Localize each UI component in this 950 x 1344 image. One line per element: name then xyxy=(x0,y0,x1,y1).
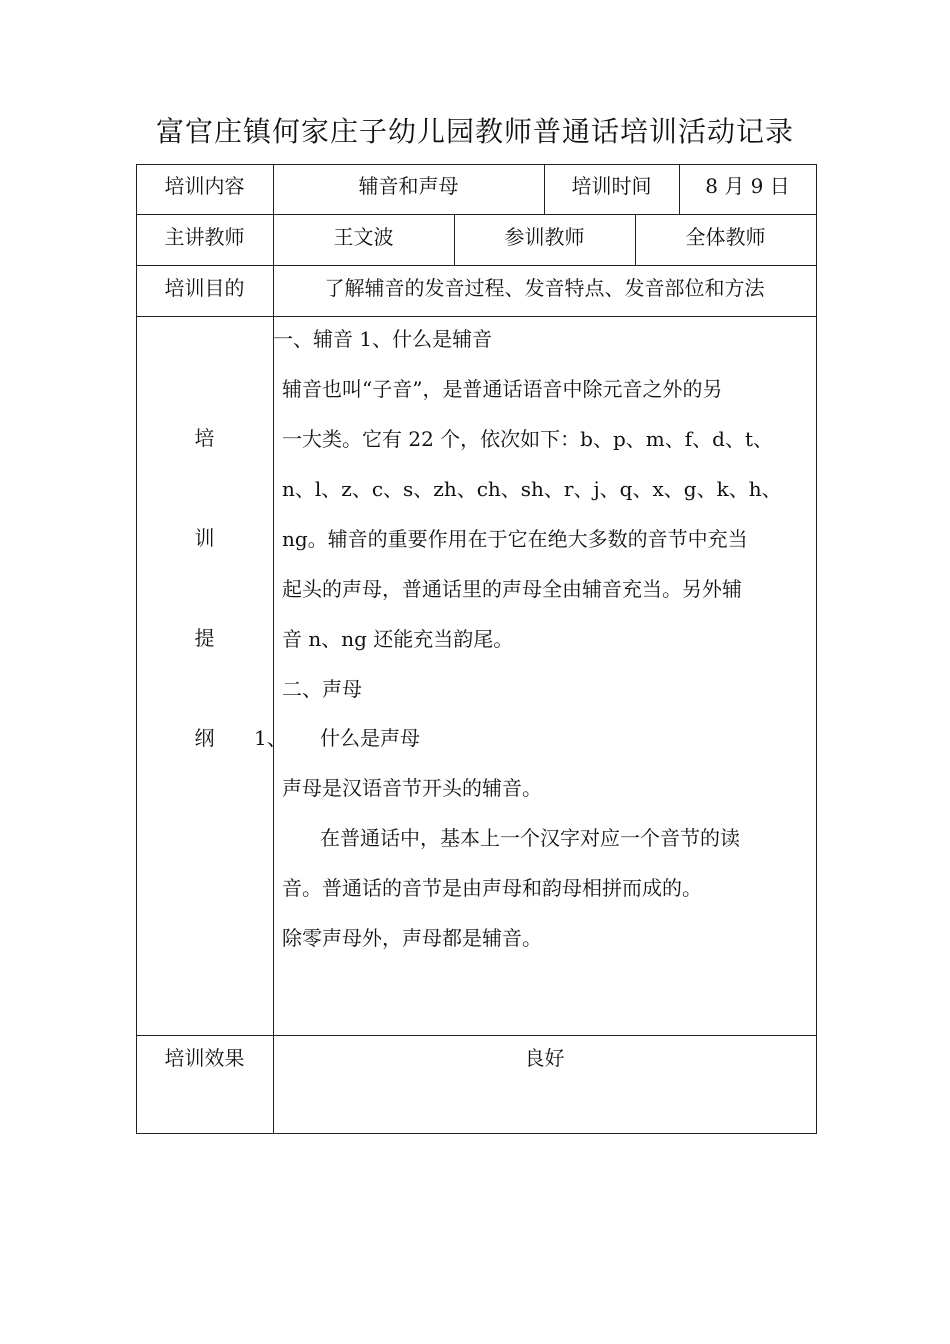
table-border-right xyxy=(816,164,817,1134)
outline-line: 声母是汉语音节开头的辅音。 xyxy=(282,776,542,800)
training-time-value: 8 月 9 日 xyxy=(705,174,790,198)
table-border-bottom xyxy=(136,1133,817,1134)
training-time-label: 培训时间 xyxy=(571,174,652,198)
participants-value: 全体教师 xyxy=(685,225,766,249)
training-record-table xyxy=(136,164,817,1134)
outline-stray-number: 1、 xyxy=(254,726,287,750)
outline-label-char: 提 xyxy=(194,626,215,650)
outline-line: 二、声母 xyxy=(282,677,362,701)
outline-line: ng。辅音的重要作用在于它在绝大多数的音节中充当 xyxy=(282,527,748,551)
row-divider xyxy=(136,214,817,215)
row-divider xyxy=(136,265,817,266)
lecturer-label: 主讲教师 xyxy=(164,225,245,249)
outline-line: 在普通话中，基本上一个汉字对应一个音节的读 xyxy=(320,826,740,850)
outline-line: 辅音也叫“子音”，是普通话语音中除元音之外的另 xyxy=(282,377,723,401)
training-content-label: 培训内容 xyxy=(164,174,245,198)
outline-label-char: 纲 xyxy=(194,726,215,750)
purpose-value: 了解辅音的发音过程、发音特点、发音部位和方法 xyxy=(324,276,765,300)
outline-line: n、l、z、c、s、zh、ch、sh、r、j、q、x、g、k、h、 xyxy=(282,477,782,501)
outline-line: 什么是声母 xyxy=(320,726,420,750)
outline-line: 起头的声母，普通话里的声母全由辅音充当。另外辅 xyxy=(282,577,742,601)
outline-line: 一大类。它有 22 个，依次如下：b、p、m、f、d、t、 xyxy=(282,427,773,451)
row-divider xyxy=(136,316,817,317)
training-content-value: 辅音和声母 xyxy=(358,174,459,198)
outline-line: 音 n、ng 还能充当韵尾。 xyxy=(282,627,514,651)
effect-value: 良好 xyxy=(524,1046,565,1070)
outline-line: 除零声母外，声母都是辅音。 xyxy=(282,926,542,950)
outline-label-char: 训 xyxy=(194,526,215,550)
purpose-label: 培训目的 xyxy=(164,276,245,300)
outline-label-char: 培 xyxy=(194,426,215,450)
outline-line: 音。普通话的音节是由声母和韵母相拼而成的。 xyxy=(282,876,702,900)
participants-label: 参训教师 xyxy=(504,225,585,249)
lecturer-value: 王文波 xyxy=(333,225,394,249)
label-column-divider xyxy=(273,164,274,1134)
table-border-top xyxy=(136,164,817,165)
document-title: 富官庄镇何家庄子幼儿园教师普通话培训活动记录 xyxy=(155,115,794,148)
outline-line: 一、辅音 1、什么是辅音 xyxy=(273,327,493,351)
effect-label: 培训效果 xyxy=(164,1046,245,1070)
row-divider xyxy=(136,1035,817,1036)
